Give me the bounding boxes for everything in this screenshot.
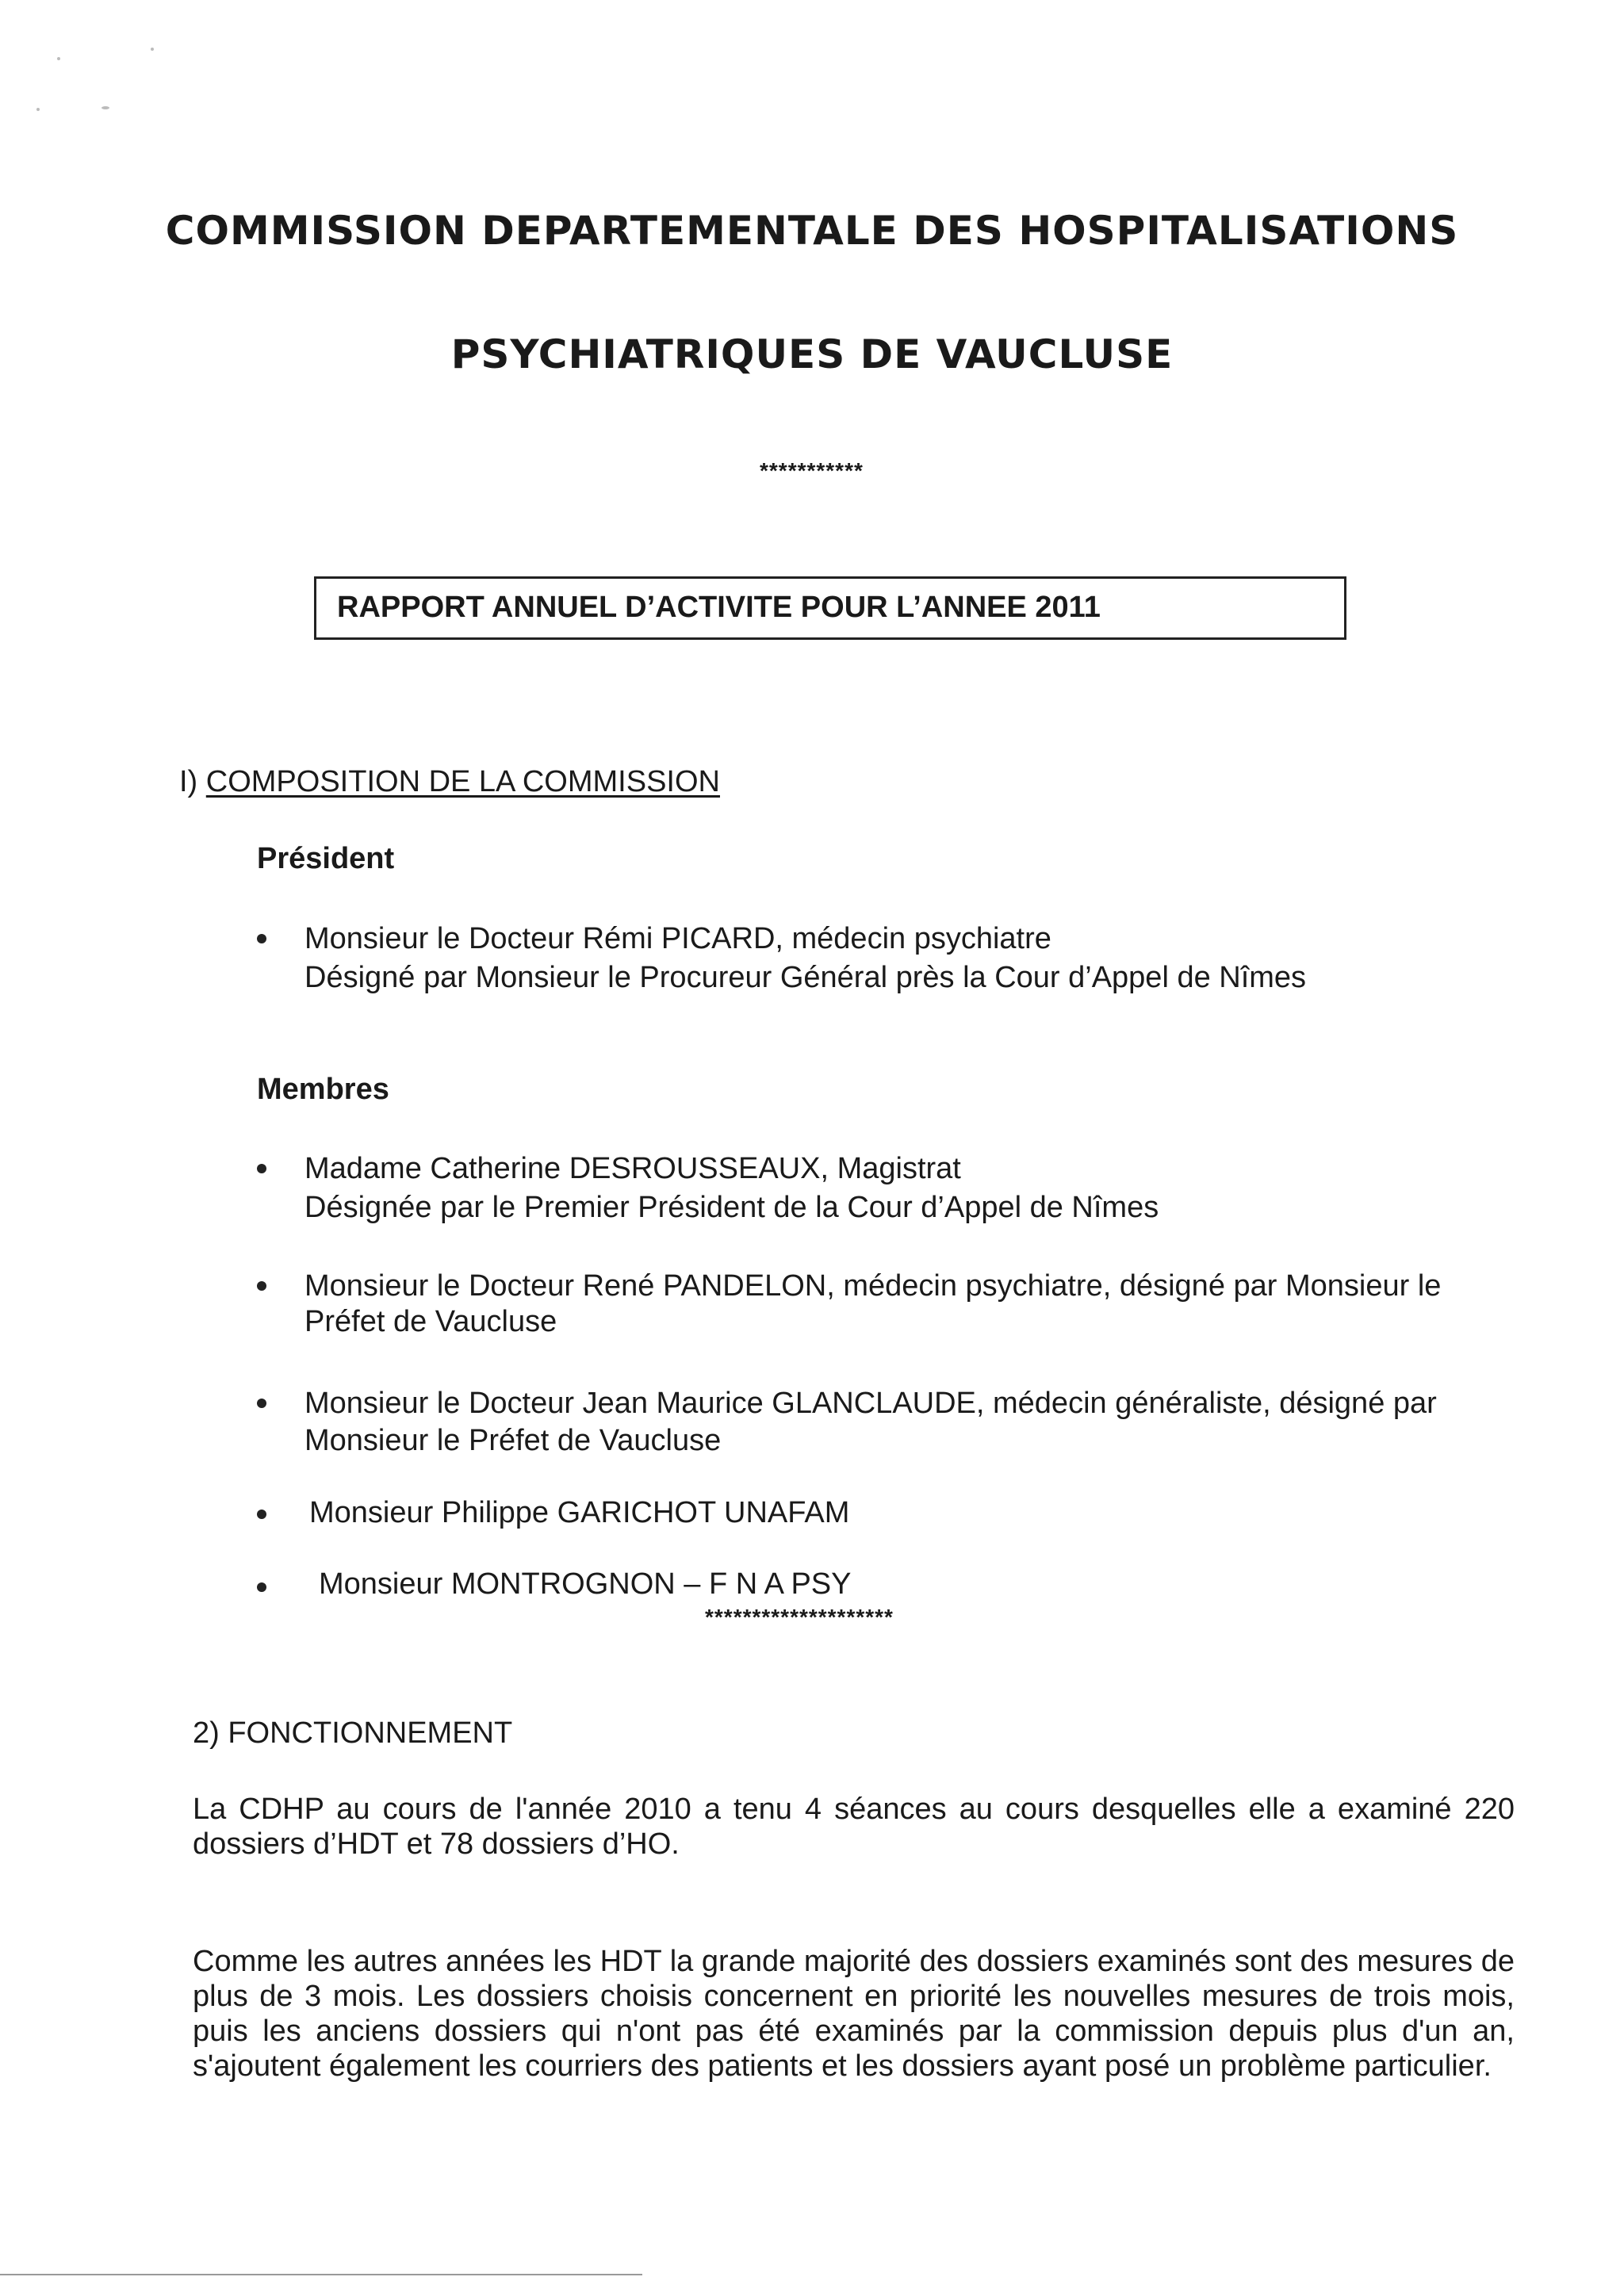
member-line: Madame Catherine DESROUSSEAUX, Magistrat	[304, 1152, 961, 1185]
member-line: Monsieur le Préfet de Vaucluse	[304, 1424, 722, 1457]
members-heading: Membres	[257, 1073, 389, 1106]
bullet-icon	[257, 1582, 266, 1592]
president-line-1: Monsieur le Docteur Rémi PICARD, médecin psychiatre	[304, 922, 1051, 955]
document-title-line-2: PSYCHIATRIQUES DE VAUCLUSE	[450, 331, 1174, 377]
section-1-number: I)	[179, 765, 198, 798]
separator-stars: ***********	[760, 458, 864, 483]
bullet-icon	[257, 1510, 266, 1519]
member-line: Préfet de Vaucluse	[304, 1305, 557, 1338]
paragraph-dossiers: Comme les autres années les HDT la grande majorité des dossiers examinés sont des mesures de plus de 3 mois. Les dossiers choisis concernent en priorité les nouvelles mesures de trois mois, puis les anciens dossiers qui n'ont pas été examinés par la commission depuis plus d'un an, s'ajoutent également les courriers des patients et les dossiers ayant posé un problème particulier.	[193, 1945, 1515, 2083]
section-end-stars: ********************	[705, 1605, 894, 1629]
member-line: Monsieur Philippe GARICHOT UNAFAM	[309, 1496, 850, 1529]
member-line: Désignée par le Premier Président de la Cour d’Appel de Nîmes	[304, 1191, 1159, 1224]
section-1-heading	[179, 764, 720, 799]
bullet-icon	[257, 1399, 266, 1408]
bullet-icon	[257, 1164, 266, 1173]
scan-speck	[151, 48, 154, 51]
scan-speck	[57, 57, 60, 60]
bottom-rule	[0, 2274, 642, 2275]
section-2-heading: 2) FONCTIONNEMENT	[193, 1716, 513, 1750]
report-title: RAPPORT ANNUEL D’ACTIVITE POUR L’ANNEE 2011	[337, 591, 1101, 624]
report-title-box	[314, 576, 1346, 640]
member-line: Monsieur MONTROGNON – F N A PSY	[319, 1567, 852, 1601]
member-line: Monsieur le Docteur Jean Maurice GLANCLAUDE, médecin généraliste, désigné par	[304, 1387, 1437, 1420]
document-title-line-1: COMMISSION DEPARTEMENTALE DES HOSPITALISATIONS	[165, 208, 1459, 254]
bullet-icon	[257, 934, 266, 943]
paragraph-activity: La CDHP au cours de l'année 2010 a tenu 4 séances au cours desquelles elle a examiné 220 dossiers d’HDT et 78 dossiers d’HO.	[193, 1793, 1515, 1861]
section-1-title: COMPOSITION DE LA COMMISSION	[205, 765, 720, 798]
president-heading: Président	[257, 842, 395, 875]
president-line-2: Désigné par Monsieur le Procureur Général près la Cour d’Appel de Nîmes	[304, 961, 1307, 994]
bullet-icon	[257, 1281, 266, 1291]
scan-speck	[36, 108, 40, 111]
scan-speck	[102, 106, 109, 109]
member-line: Monsieur le Docteur René PANDELON, médecin psychiatre, désigné par Monsieur le	[304, 1269, 1442, 1303]
